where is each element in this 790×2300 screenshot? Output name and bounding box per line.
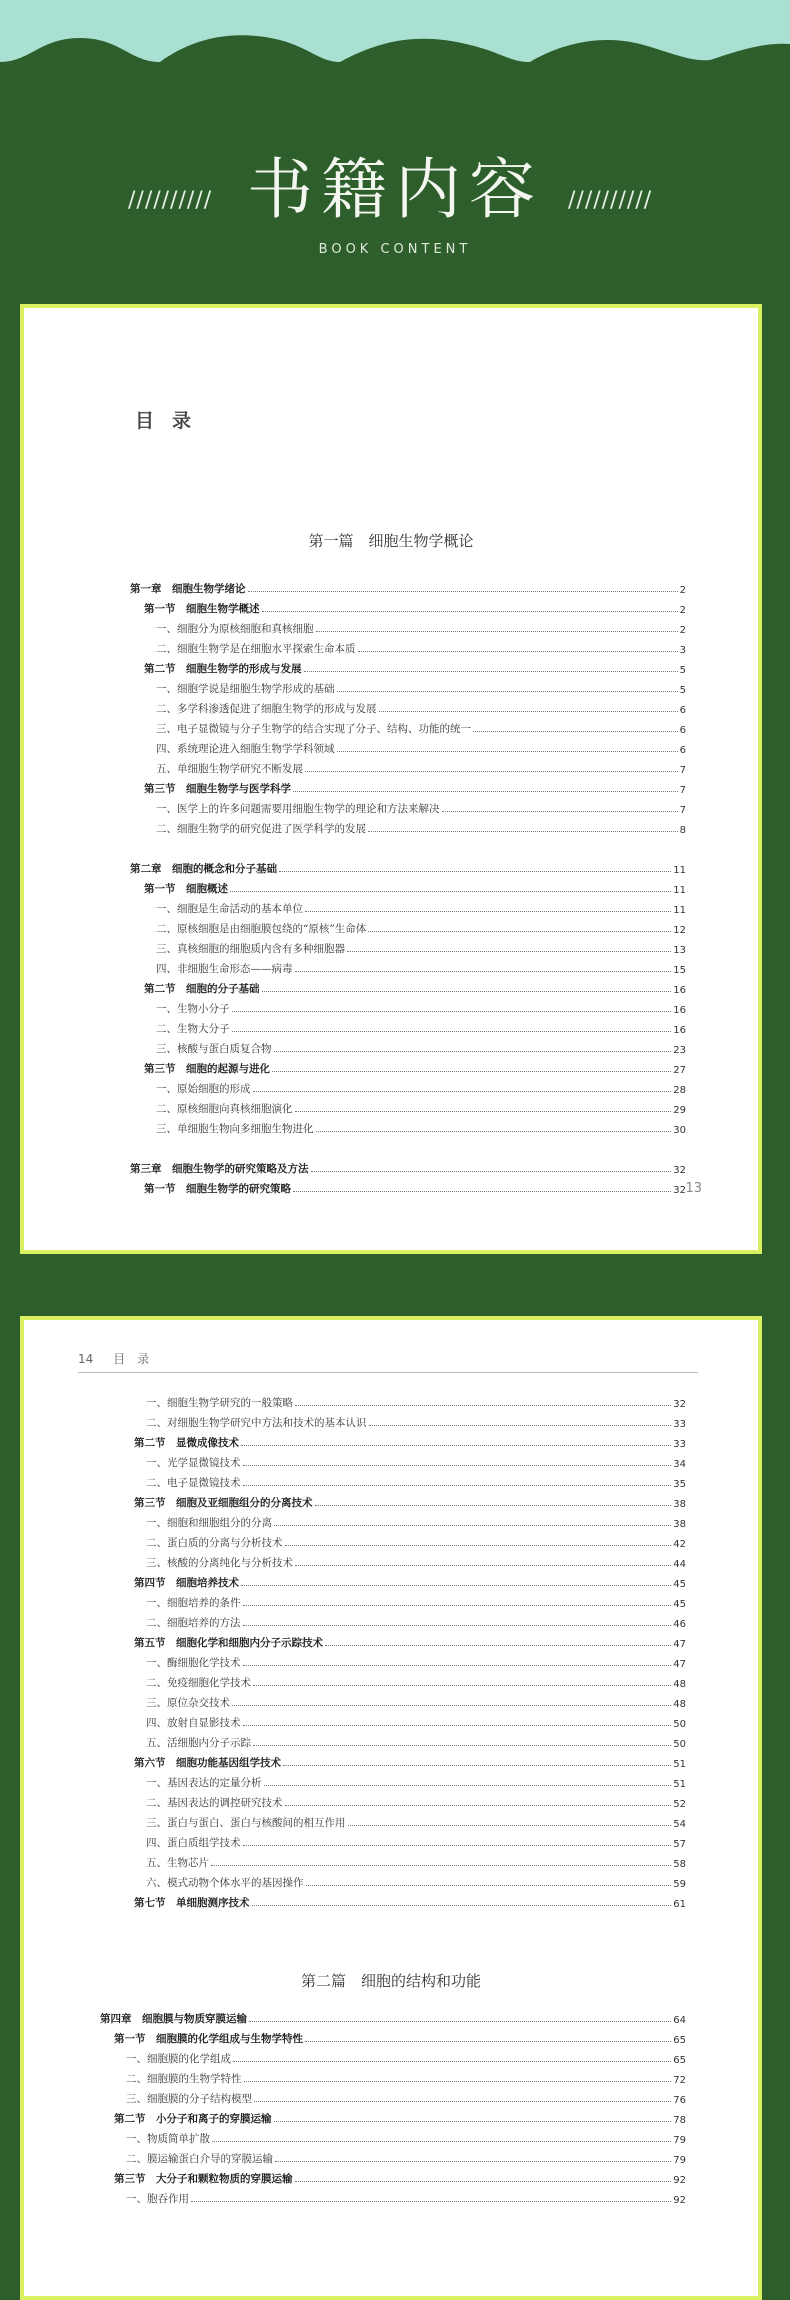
toc-entry-text: 一、细胞是生命活动的基本单位 <box>156 903 303 915</box>
toc-entry-item[interactable] <box>120 1770 686 1790</box>
toc-entry-item[interactable] <box>120 1850 686 1870</box>
top-wave-band <box>0 0 790 90</box>
toc-entry-item[interactable] <box>130 996 686 1016</box>
toc-entry-item[interactable] <box>120 1690 686 1710</box>
toc-entry-page: 45 <box>673 1579 686 1590</box>
toc-entry-text: 四、蛋白质组学技术 <box>146 1837 241 1849</box>
toc-entry-text: 第一节 细胞膜的化学组成与生物学特性 <box>114 2033 303 2045</box>
toc-entry-page: 7 <box>679 765 686 776</box>
toc-entry-text: 四、放射自显影技术 <box>146 1717 241 1729</box>
toc-entry-item[interactable] <box>100 2186 686 2206</box>
toc-entry-text: 第四节 细胞培养技术 <box>134 1577 239 1589</box>
toc-page-1 <box>20 304 762 1254</box>
section-header <box>0 150 790 270</box>
toc-entry-text: 第三节 细胞的起源与进化 <box>144 1063 270 1075</box>
toc-entry-text: 二、对细胞生物学研究中方法和技术的基本认识 <box>146 1417 367 1429</box>
toc-entry-page: 45 <box>673 1599 686 1610</box>
toc-entry-page: 42 <box>673 1539 686 1550</box>
leader-dots <box>274 2121 672 2122</box>
leader-dots <box>272 1071 671 1072</box>
leader-dots <box>316 1131 672 1132</box>
leader-dots <box>243 1605 672 1606</box>
leader-dots <box>230 891 671 892</box>
toc-entry-section[interactable] <box>120 1430 686 1450</box>
toc-entry-page: 5 <box>679 685 686 696</box>
toc-entry-page: 23 <box>673 1045 686 1056</box>
leader-dots <box>305 2041 671 2042</box>
toc-entry-text: 第二节 细胞生物学的形成与发展 <box>144 663 302 675</box>
toc-entry-page: 6 <box>679 745 686 756</box>
toc-entry-item[interactable] <box>130 1096 686 1116</box>
toc-entry-chapter[interactable] <box>100 2006 686 2026</box>
toc-entry-item[interactable] <box>120 1590 686 1610</box>
toc-entry-item[interactable] <box>120 1870 686 1890</box>
toc-entry-page: 29 <box>673 1105 686 1116</box>
leader-dots <box>232 1031 672 1032</box>
toc-entry-section[interactable] <box>100 2106 686 2126</box>
leader-dots <box>248 591 678 592</box>
leader-dots <box>211 1865 671 1866</box>
toc-entry-page: 44 <box>673 1559 686 1570</box>
toc-entry-page: 38 <box>673 1519 686 1530</box>
leader-dots <box>295 971 672 972</box>
toc-entry-item[interactable] <box>130 616 686 636</box>
leader-dots <box>253 1685 671 1686</box>
toc-entry-section[interactable] <box>130 776 686 796</box>
toc-entry-page: 65 <box>673 2035 686 2046</box>
toc-entry-page: 65 <box>673 2055 686 2066</box>
toc-entry-item[interactable] <box>120 1830 686 1850</box>
toc-page-2 <box>20 1316 762 2300</box>
toc-entry-text: 第五节 细胞化学和细胞内分子示踪技术 <box>134 1637 323 1649</box>
toc-entry-page: 12 <box>673 925 686 936</box>
toc-entry-text: 一、细胞分为原核细胞和真核细胞 <box>156 623 314 635</box>
toc-entry-item[interactable] <box>120 1450 686 1470</box>
leader-dots <box>243 1845 672 1846</box>
toc-entry-page: 11 <box>673 905 686 916</box>
toc-entry-text: 一、细胞学说是细胞生物学形成的基础 <box>156 683 335 695</box>
toc-entry-text: 第四章 细胞膜与物质穿膜运输 <box>100 2013 247 2025</box>
toc-entry-item[interactable] <box>100 2146 686 2166</box>
leader-dots <box>358 651 678 652</box>
toc-entry-text: 二、原核细胞是由细胞膜包绕的“原核”生命体 <box>156 923 367 935</box>
toc-entry-text: 一、细胞膜的化学组成 <box>126 2053 231 2065</box>
toc-entry-section[interactable] <box>130 656 686 676</box>
leader-dots <box>442 811 678 812</box>
toc-entry-text: 第三章 细胞生物学的研究策略及方法 <box>130 1163 309 1175</box>
leader-dots <box>285 1805 672 1806</box>
toc-entry-chapter[interactable] <box>130 856 686 876</box>
toc-entry-section[interactable] <box>130 1056 686 1076</box>
toc-entry-page: 6 <box>679 705 686 716</box>
part-title: 第一篇 细胞生物学概论 <box>308 532 474 550</box>
toc-entry-text: 二、细胞生物学是在细胞水平探索生命本质 <box>156 643 356 655</box>
toc-entry-item[interactable] <box>130 796 686 816</box>
toc-entry-item[interactable] <box>130 1016 686 1036</box>
toc-entry-text: 第七节 单细胞测序技术 <box>134 1897 250 1909</box>
leader-dots <box>241 1445 671 1446</box>
toc-entry-item[interactable] <box>130 716 686 736</box>
toc-list <box>120 1390 686 1910</box>
leader-dots <box>337 751 678 752</box>
toc-entry-item[interactable] <box>100 2126 686 2146</box>
toc-entry-text: 第三节 细胞生物学与医学科学 <box>144 783 291 795</box>
leader-dots <box>253 1745 671 1746</box>
toc-entry-text: 五、生物芯片 <box>146 1857 209 1869</box>
leader-dots <box>369 1425 672 1426</box>
toc-entry-item[interactable] <box>130 956 686 976</box>
toc-entry-text: 第一章 细胞生物学绪论 <box>130 583 246 595</box>
header-subtitle: BOOK CONTENT <box>318 242 472 257</box>
toc-entry-text: 一、光学显微镜技术 <box>146 1457 241 1469</box>
toc-entry-item[interactable] <box>120 1650 686 1670</box>
toc-entry-text: 五、活细胞内分子示踪 <box>146 1737 251 1749</box>
leader-dots <box>243 1665 672 1666</box>
toc-entry-section[interactable] <box>120 1490 686 1510</box>
toc-entry-page: 2 <box>679 605 686 616</box>
toc-entry-page: 8 <box>679 825 686 836</box>
toc-entry-text: 第一节 细胞概述 <box>144 883 228 895</box>
leader-dots <box>293 1191 671 1192</box>
toc-entry-text: 第六节 细胞功能基因组学技术 <box>134 1757 281 1769</box>
leader-dots <box>243 1485 672 1486</box>
leader-dots <box>212 2141 671 2142</box>
toc-entry-item[interactable] <box>130 1076 686 1096</box>
toc-entry-page: 34 <box>673 1459 686 1470</box>
toc-entry-text: 第三节 细胞及亚细胞组分的分离技术 <box>134 1497 313 1509</box>
toc-entry-page: 92 <box>673 2175 686 2186</box>
toc-entry-page: 28 <box>673 1085 686 1096</box>
toc-entry-text: 六、模式动物个体水平的基因操作 <box>146 1877 304 1889</box>
leader-dots <box>304 671 678 672</box>
toc-entry-section[interactable] <box>130 876 686 896</box>
toc-entry-page: 16 <box>673 1025 686 1036</box>
toc-list-continued <box>100 1986 686 2206</box>
toc-entry-text: 二、细胞培养的方法 <box>146 1617 241 1629</box>
toc-entry-page: 72 <box>673 2075 686 2086</box>
running-head <box>78 1350 698 1373</box>
toc-entry-text: 第二节 显微成像技术 <box>134 1437 239 1449</box>
toc-entry-item[interactable] <box>120 1550 686 1570</box>
toc-entry-text: 三、蛋白与蛋白、蛋白与核酸间的相互作用 <box>146 1817 346 1829</box>
toc-entry-page: 54 <box>673 1819 686 1830</box>
leader-dots <box>348 1825 672 1826</box>
toc-entry-text: 二、膜运输蛋白介导的穿膜运输 <box>126 2153 273 2165</box>
toc-entry-page: 30 <box>673 1125 686 1136</box>
toc-entry-page: 11 <box>673 885 686 896</box>
toc-entry-text: 二、生物大分子 <box>156 1023 230 1035</box>
leader-dots <box>274 1051 672 1052</box>
toc-entry-item[interactable] <box>100 2066 686 2086</box>
toc-entry-page: 64 <box>673 2015 686 2026</box>
page-number: 13 <box>685 1181 702 1196</box>
toc-entry-text: 第一节 细胞生物学的研究策略 <box>144 1183 291 1195</box>
toc-entry-page: 46 <box>673 1619 686 1630</box>
toc-entry-item[interactable] <box>120 1730 686 1750</box>
toc-entry-text: 三、电子显微镜与分子生物学的结合实现了分子、结构、功能的统一 <box>156 723 471 735</box>
toc-entry-text: 一、医学上的许多问题需要用细胞生物学的理论和方法来解决 <box>156 803 440 815</box>
toc-entry-page: 15 <box>673 965 686 976</box>
toc-entry-page: 3 <box>679 645 686 656</box>
toc-entry-page: 92 <box>673 2195 686 2206</box>
toc-entry-page: 7 <box>679 785 686 796</box>
toc-entry-item[interactable] <box>130 816 686 836</box>
leader-dots <box>243 1625 672 1626</box>
toc-entry-text: 二、多学科渗透促进了细胞生物学的形成与发展 <box>156 703 377 715</box>
leader-dots <box>243 1465 672 1466</box>
toc-entry-section[interactable] <box>130 1176 686 1196</box>
toc-entry-chapter[interactable] <box>130 1156 686 1176</box>
leader-dots <box>274 1525 671 1526</box>
toc-entry-page: 16 <box>673 985 686 996</box>
leader-dots <box>315 1505 672 1506</box>
leader-dots <box>325 1645 671 1646</box>
toc-entry-text: 二、免疫细胞化学技术 <box>146 1677 251 1689</box>
toc-entry-text: 第一节 细胞生物学概述 <box>144 603 260 615</box>
toc-entry-item[interactable] <box>120 1710 686 1730</box>
toc-entry-page: 48 <box>673 1679 686 1690</box>
leader-dots <box>283 1765 671 1766</box>
toc-entry-text: 三、原位杂交技术 <box>146 1697 230 1709</box>
leader-dots <box>295 1565 671 1566</box>
leader-dots <box>254 2101 671 2102</box>
toc-entry-item[interactable] <box>130 756 686 776</box>
toc-entry-section[interactable] <box>120 1570 686 1590</box>
toc-entry-text: 五、单细胞生物学研究不断发展 <box>156 763 303 775</box>
toc-entry-section[interactable] <box>120 1890 686 1910</box>
toc-entry-page: 57 <box>673 1839 686 1850</box>
leader-dots <box>337 691 678 692</box>
toc-entry-item[interactable] <box>120 1530 686 1550</box>
toc-entry-item[interactable] <box>130 916 686 936</box>
toc-entry-text: 四、系统理论进入细胞生物学学科领域 <box>156 743 335 755</box>
leader-dots <box>306 1885 672 1886</box>
page-number: 14 <box>78 1352 94 1366</box>
decorative-slashes-right: ////////// <box>568 188 653 213</box>
toc-entry-item[interactable] <box>130 1036 686 1056</box>
toc-entry-page: 32 <box>673 1185 686 1196</box>
leader-dots <box>262 611 678 612</box>
toc-entry-text: 三、真核细胞的细胞质内含有多种细胞器 <box>156 943 345 955</box>
leader-dots <box>232 1705 671 1706</box>
leader-dots <box>232 1011 672 1012</box>
leader-dots <box>233 2061 671 2062</box>
leader-dots <box>379 711 678 712</box>
leader-dots <box>316 631 678 632</box>
toc-entry-text: 第二节 小分子和离子的穿膜运输 <box>114 2113 272 2125</box>
toc-entry-page: 33 <box>673 1439 686 1450</box>
toc-entry-page: 2 <box>679 625 686 636</box>
toc-entry-text: 一、酶细胞化学技术 <box>146 1657 241 1669</box>
running-head-title: 目 录 <box>113 1352 150 1366</box>
toc-entry-text: 一、细胞生物学研究的一般策略 <box>146 1397 293 1409</box>
toc-entry-text: 二、细胞膜的生物学特性 <box>126 2073 242 2085</box>
toc-entry-item[interactable] <box>130 696 686 716</box>
toc-title: 目录 <box>135 410 210 432</box>
toc-entry-item[interactable] <box>130 736 686 756</box>
toc-entry-page: 13 <box>673 945 686 956</box>
toc-entry-text: 二、蛋白质的分离与分析技术 <box>146 1537 283 1549</box>
toc-entry-page: 52 <box>673 1799 686 1810</box>
toc-entry-page: 58 <box>673 1859 686 1870</box>
toc-entry-text: 三、单细胞生物向多细胞生物进化 <box>156 1123 314 1135</box>
leader-dots <box>275 2161 671 2162</box>
toc-entry-page: 11 <box>673 865 686 876</box>
toc-entry-item[interactable] <box>130 896 686 916</box>
toc-entry-page: 61 <box>673 1899 686 1910</box>
toc-entry-text: 三、核酸的分离纯化与分析技术 <box>146 1557 293 1569</box>
toc-entry-text: 三、核酸与蛋白质复合物 <box>156 1043 272 1055</box>
toc-entry-text: 一、生物小分子 <box>156 1003 230 1015</box>
toc-entry-item[interactable] <box>130 636 686 656</box>
leader-dots <box>262 991 672 992</box>
leader-dots <box>368 831 678 832</box>
toc-entry-page: 32 <box>673 1165 686 1176</box>
toc-entry-page: 76 <box>673 2095 686 2106</box>
leader-dots <box>293 791 678 792</box>
toc-entry-text: 第三节 大分子和颗粒物质的穿膜运输 <box>114 2173 293 2185</box>
toc-entry-page: 2 <box>679 585 686 596</box>
leader-dots <box>244 2081 672 2082</box>
toc-entry-page: 5 <box>679 665 686 676</box>
toc-entry-page: 51 <box>673 1779 686 1790</box>
toc-entry-item[interactable] <box>120 1610 686 1630</box>
toc-entry-item[interactable] <box>120 1410 686 1430</box>
toc-entry-page: 16 <box>673 1005 686 1016</box>
toc-entry-item[interactable] <box>120 1390 686 1410</box>
toc-entry-page: 50 <box>673 1739 686 1750</box>
toc-entry-text: 第二章 细胞的概念和分子基础 <box>130 863 277 875</box>
toc-entry-page: 33 <box>673 1419 686 1430</box>
leader-dots <box>241 1585 671 1586</box>
toc-entry-item[interactable] <box>120 1790 686 1810</box>
toc-entry-section[interactable] <box>100 2166 686 2186</box>
decorative-slashes-left: ////////// <box>128 188 213 213</box>
toc-entry-page: 47 <box>673 1639 686 1650</box>
leader-dots <box>295 1111 672 1112</box>
leader-dots <box>347 951 671 952</box>
toc-entry-page: 78 <box>673 2115 686 2126</box>
toc-entry-page: 6 <box>679 725 686 736</box>
leader-dots <box>305 911 671 912</box>
leader-dots <box>191 2201 671 2202</box>
toc-entry-page: 27 <box>673 1065 686 1076</box>
toc-entry-chapter[interactable] <box>130 576 686 596</box>
toc-entry-text: 三、细胞膜的分子结构模型 <box>126 2093 252 2105</box>
toc-entry-text: 二、基因表达的调控研究技术 <box>146 1797 283 1809</box>
toc-entry-page: 7 <box>679 805 686 816</box>
toc-entry-item[interactable] <box>120 1670 686 1690</box>
leader-dots <box>279 871 671 872</box>
toc-entry-text: 第二节 细胞的分子基础 <box>144 983 260 995</box>
toc-entry-page: 59 <box>673 1879 686 1890</box>
toc-entry-item[interactable] <box>100 2046 686 2066</box>
leader-dots <box>473 731 678 732</box>
toc-entry-section[interactable] <box>130 976 686 996</box>
toc-entry-page: 38 <box>673 1499 686 1510</box>
leader-dots <box>264 1785 672 1786</box>
toc-entry-page: 51 <box>673 1759 686 1770</box>
toc-entry-text: 一、原始细胞的形成 <box>156 1083 251 1095</box>
header-title: 书籍内容 <box>247 151 543 228</box>
toc-entry-text: 二、原核细胞向真核细胞演化 <box>156 1103 293 1115</box>
toc-entry-text: 一、细胞和细胞组分的分离 <box>146 1517 272 1529</box>
toc-entry-text: 一、胞吞作用 <box>126 2193 189 2205</box>
leader-dots <box>249 2021 671 2022</box>
part-title: 第二篇 细胞的结构和功能 <box>300 1972 481 1990</box>
leader-dots <box>252 1905 672 1906</box>
toc-entry-page: 35 <box>673 1479 686 1490</box>
toc-entry-page: 48 <box>673 1699 686 1710</box>
toc-entry-section[interactable] <box>130 596 686 616</box>
toc-entry-text: 一、细胞培养的条件 <box>146 1597 241 1609</box>
toc-entry-page: 79 <box>673 2155 686 2166</box>
toc-entry-text: 二、电子显微镜技术 <box>146 1477 241 1489</box>
toc-entry-section[interactable] <box>100 2026 686 2046</box>
leader-dots <box>305 771 678 772</box>
leader-dots <box>243 1725 672 1726</box>
leader-dots <box>311 1171 672 1172</box>
toc-entry-section[interactable] <box>120 1630 686 1650</box>
leader-dots <box>285 1545 672 1546</box>
leader-dots <box>295 1405 671 1406</box>
toc-entry-item[interactable] <box>120 1510 686 1530</box>
toc-entry-text: 四、非细胞生命形态——病毒 <box>156 963 293 975</box>
leader-dots <box>295 2181 672 2182</box>
toc-entry-item[interactable] <box>100 2086 686 2106</box>
toc-entry-item[interactable] <box>130 936 686 956</box>
toc-entry-page: 47 <box>673 1659 686 1670</box>
toc-entry-item[interactable] <box>120 1810 686 1830</box>
toc-entry-text: 一、物质简单扩散 <box>126 2133 210 2145</box>
toc-entry-text: 二、细胞生物学的研究促进了医学科学的发展 <box>156 823 366 835</box>
toc-entry-page: 79 <box>673 2135 686 2146</box>
toc-entry-page: 32 <box>673 1399 686 1410</box>
toc-entry-item[interactable] <box>130 1116 686 1136</box>
toc-list <box>130 576 686 1196</box>
toc-entry-item[interactable] <box>120 1470 686 1490</box>
toc-entry-section[interactable] <box>120 1750 686 1770</box>
toc-entry-item[interactable] <box>130 676 686 696</box>
toc-entry-page: 50 <box>673 1719 686 1730</box>
leader-dots <box>368 931 671 932</box>
leader-dots <box>253 1091 672 1092</box>
toc-entry-text: 一、基因表达的定量分析 <box>146 1777 262 1789</box>
